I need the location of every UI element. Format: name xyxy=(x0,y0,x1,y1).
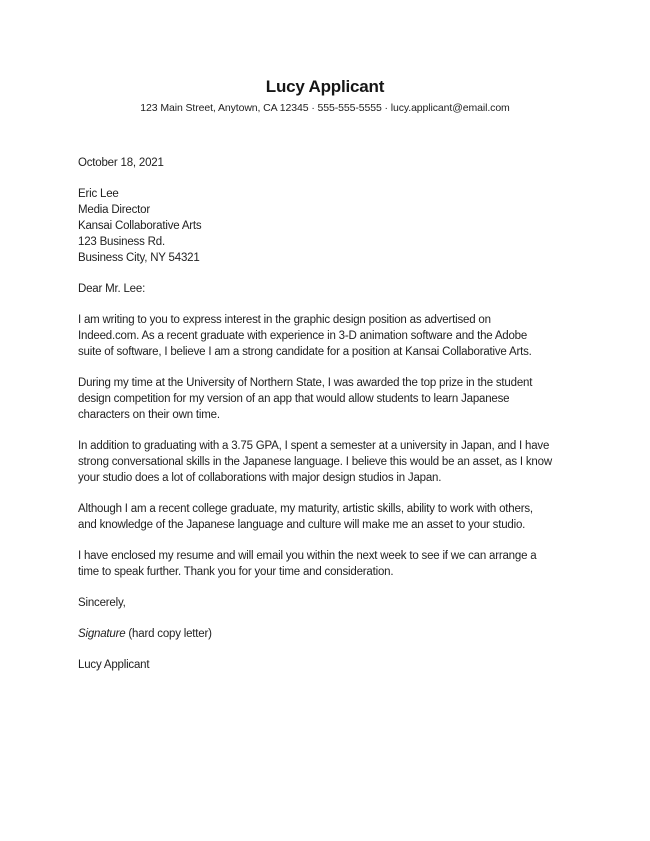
letter-paragraph: During my time at the University of Northern State, I was awarded the top prize in the student design competition for my version of an app that would allow students to learn Japanese characters on their own time. xyxy=(78,377,533,421)
applicant-name-heading: Lucy Applicant xyxy=(265,77,385,96)
signature-line xyxy=(78,626,600,642)
signed-name: Lucy Applicant xyxy=(78,659,150,671)
signature-placeholder: Signature xyxy=(78,628,126,640)
letter-header xyxy=(0,0,650,115)
letter-paragraphs xyxy=(78,312,600,580)
recipient-address-block: Eric Lee Media Director Kansai Collaborative Arts 123 Business Rd. Business City, NY 54321 xyxy=(78,188,202,264)
closing-word: Sincerely, xyxy=(78,597,126,609)
letter-date: October 18, 2021 xyxy=(78,157,164,169)
letter-paragraph: In addition to graduating with a 3.75 GPA, I spent a semester at a university in Japan, and I have strong conversational skills in the Japanese language. I believe this would be an asset, as I know your studio does a lot of collaborations with major design studios in Japan. xyxy=(78,440,552,484)
letter-paragraph: I am writing to you to express interest in the graphic design position as advertised on Indeed.com. As a recent graduate with experience in 3-D animation software and the Adobe suite of software, I believe I am a strong candidate for a position at Kansai Collaborative Arts. xyxy=(78,314,532,358)
letter-paragraph: I have enclosed my resume and will email you within the next week to see if we can arrange a time to speak further. Thank you for your time and consideration. xyxy=(78,550,537,578)
signature-note: (hard copy letter) xyxy=(125,628,212,640)
applicant-contact-line: 123 Main Street, Anytown, CA 12345 · 555-555-5555 · lucy.applicant@email.com xyxy=(140,102,510,114)
letter-body xyxy=(78,155,600,673)
letter-paragraph: Although I am a recent college graduate, my maturity, artistic skills, ability to work with others, and knowledge of the Japanese language and culture will make me an asset to your studio. xyxy=(78,503,533,531)
salutation: Dear Mr. Lee: xyxy=(78,283,146,295)
